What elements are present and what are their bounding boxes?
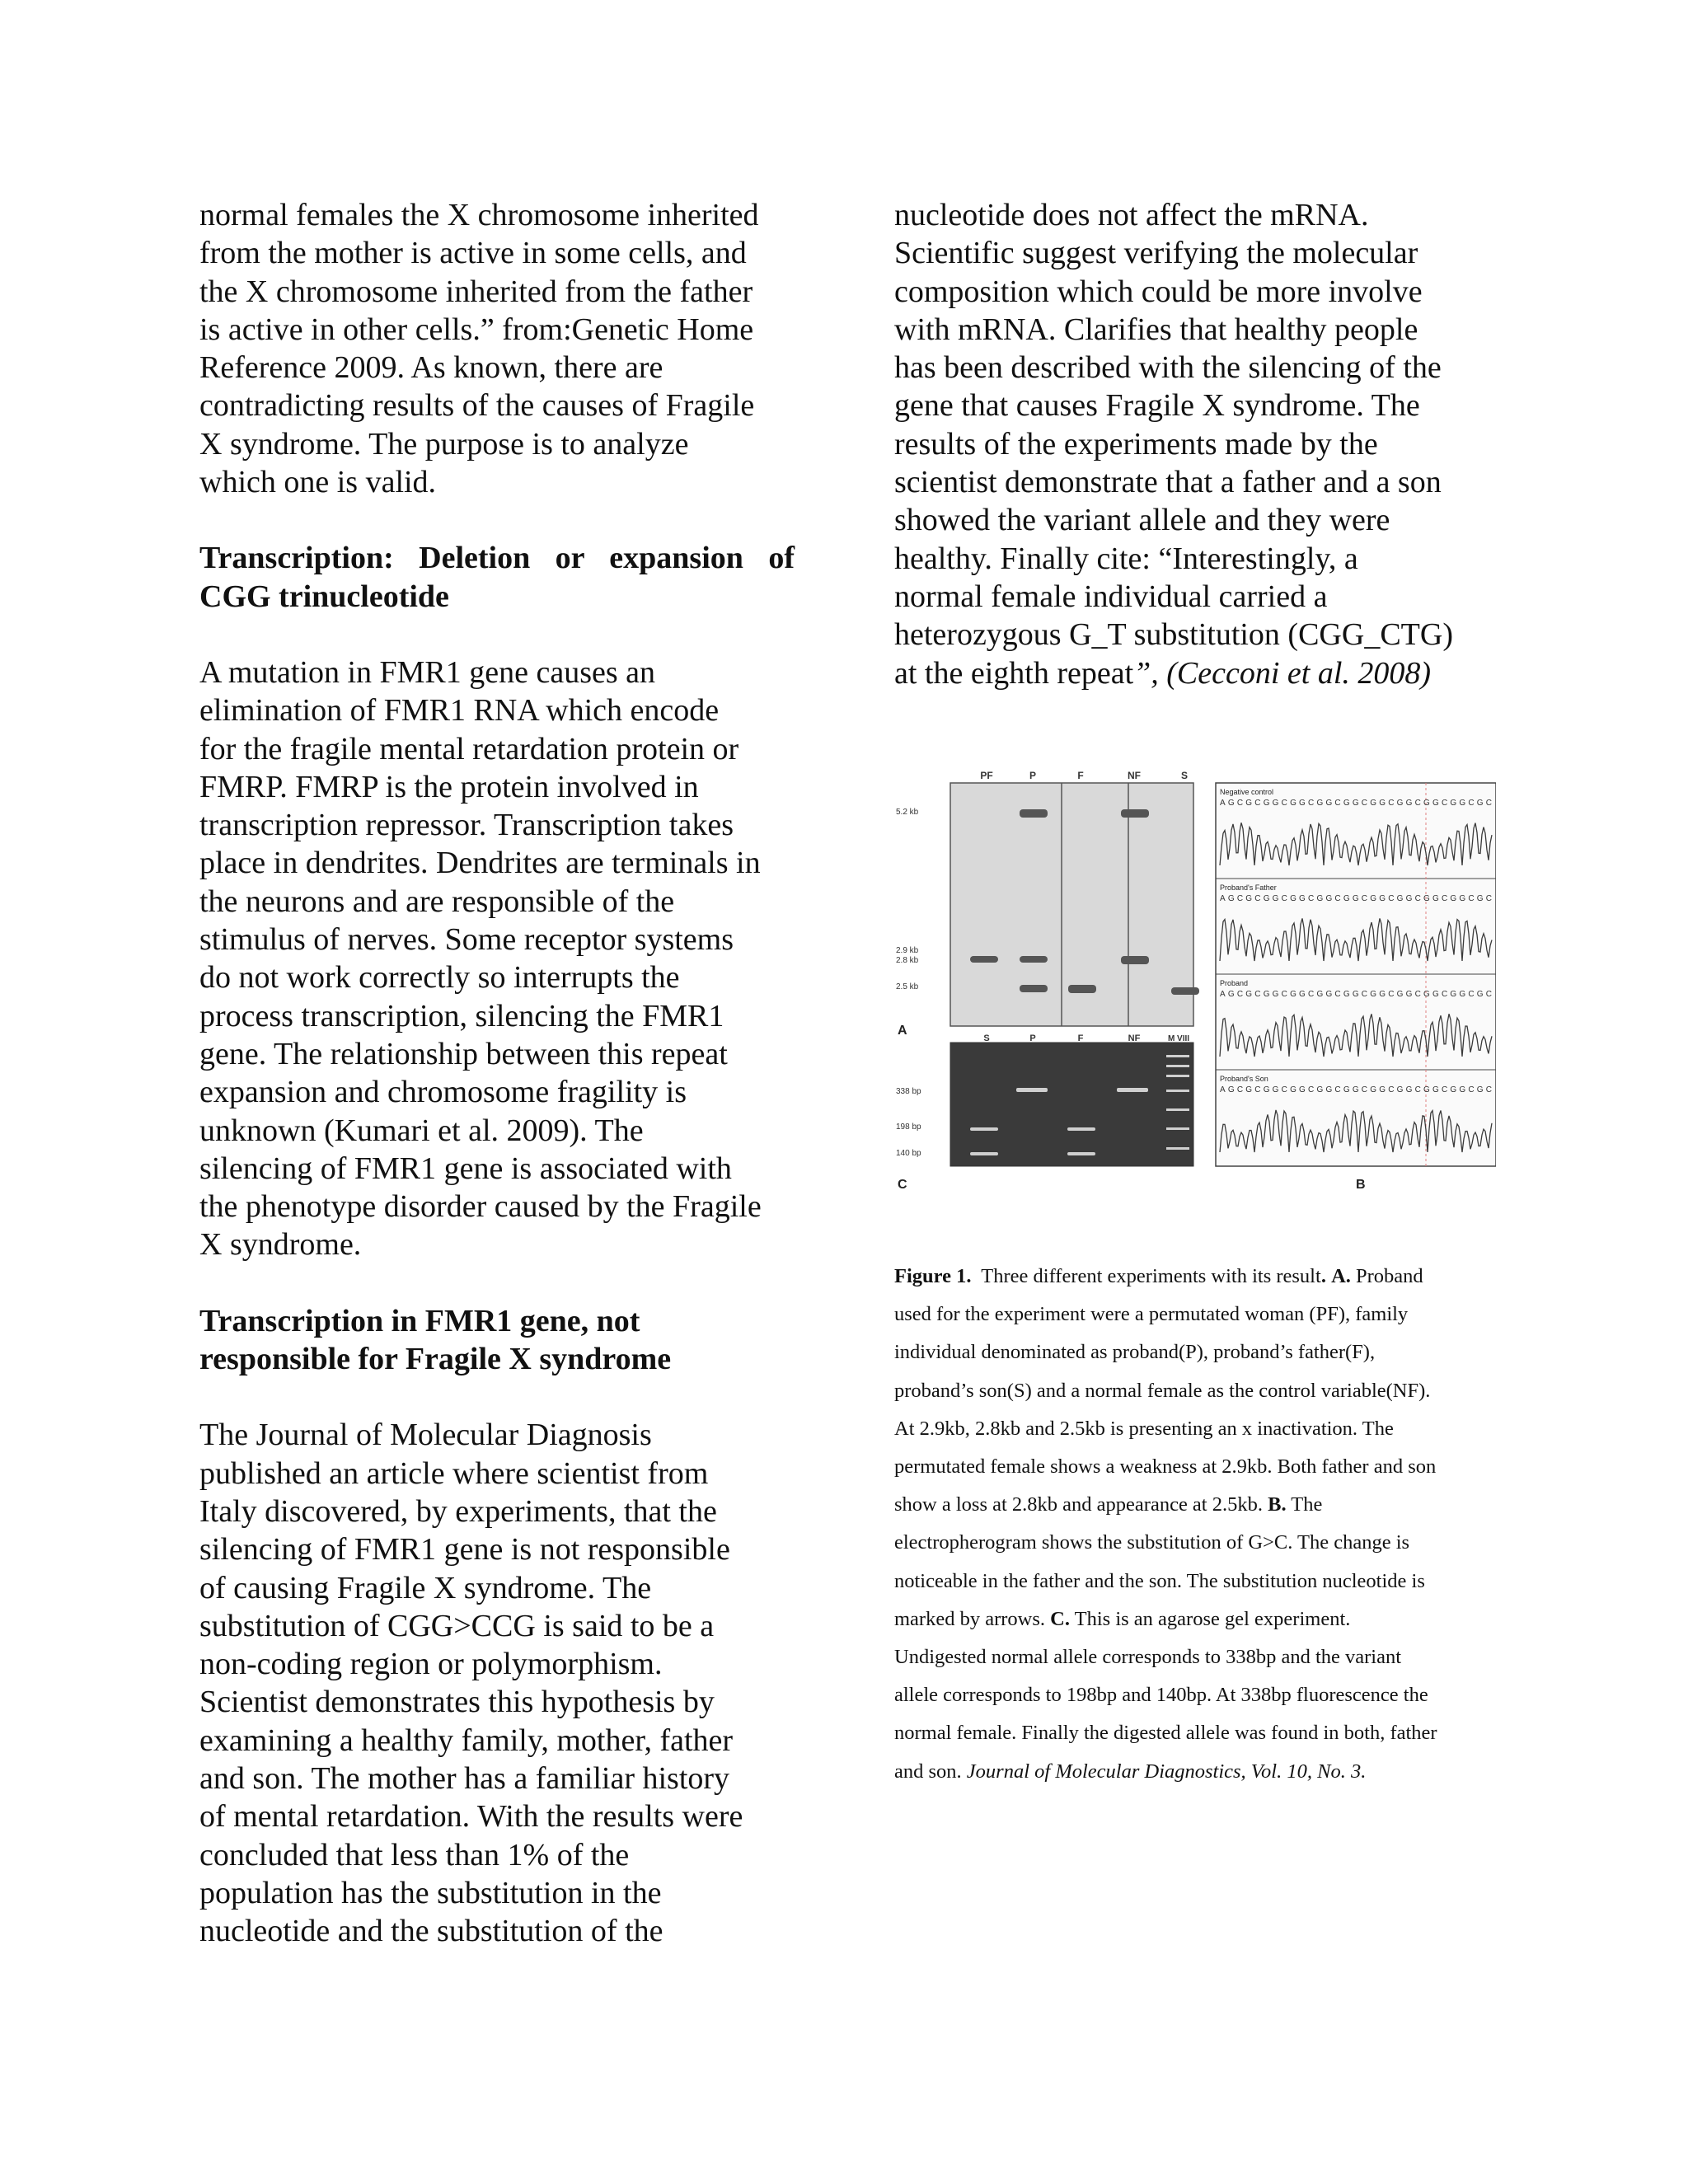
text-line: normal female individual carried a [894,579,1328,614]
track-label: Proband's Son [1220,1075,1268,1083]
text-line: healthy. Finally cite: “Interestingly, a [894,541,1358,576]
caption-line [894,1486,1504,1524]
caption-text: Three different experiments with its result [981,1265,1321,1287]
heading-line: Transcription in FMR1 gene, not [199,1303,640,1338]
caption-line: proband’s son(S) and a normal female as the control variable(NF). [894,1379,1431,1402]
text-line: showed the variant allele and they were [894,503,1390,538]
gel-a-size-marker: 5.2 kb [896,808,919,817]
text-line: of causing Fragile X syndrome. The [199,1570,652,1605]
ladder-band [1166,1108,1189,1111]
text-line: and son. The mother has a familiar history [199,1760,730,1796]
ladder-band [1166,1075,1189,1077]
text-line: do not work correctly so interrupts the [199,960,680,996]
text-line: expansion and chromosome fragility is [199,1075,687,1110]
gel-a-lane-label: PF [980,770,993,781]
text-line: silencing of FMR1 gene is associated with [199,1151,732,1186]
text-line: population has the substitution in the [199,1875,662,1910]
sequence-text: AGCGCGGCGGCGGCGGCGGCGGCGGCGGCGC [1220,990,1492,999]
text-line: is active in other cells.” from:Genetic Home [199,312,754,347]
gel-c-lane-label: P [1029,1033,1036,1043]
caption-journal: Journal of Molecular Diagnostics, Vol. 10, No. 3. [966,1760,1367,1783]
text-line: concluded that less than 1% of the [199,1837,630,1872]
figure-caption [894,1258,1504,1791]
gel-a-size-marker: 2.9 kb [896,946,919,955]
caption-text: This is an agarose gel experiment. [1074,1607,1351,1630]
text-line: scientist demonstrate that a father and a son [894,465,1442,500]
text-line: unknown (Kumari et al. 2009). The [199,1113,644,1148]
gel-a-lane-label: F [1077,770,1084,781]
text-line: transcription repressor. Transcription takes [199,808,734,843]
heading-line: CGG trinucleotide [199,579,449,614]
gel-band [1067,1127,1095,1131]
ladder-band [1166,1147,1189,1150]
track-label: Negative control [1220,788,1274,796]
text-line: elimination of FMR1 RNA which encode [199,693,720,729]
text-line: process transcription, silencing the FMR1 [199,998,724,1033]
gel-band [1068,985,1096,993]
figure-1 [894,766,1496,1198]
heading-line: responsible for Fragile X syndrome [199,1342,672,1377]
text-line: stimulus of nerves. Some receptor systems [199,922,734,958]
panel-label-c: C [898,1178,907,1192]
gel-band [1171,987,1199,995]
gel-band [970,1152,998,1155]
text-line: Italy discovered, by experiments, that the [199,1493,717,1529]
gel-c-lane-label: F [1077,1033,1084,1043]
caption-bold-a: A. [1331,1265,1351,1287]
right-column [894,196,1504,692]
intro-paragraph [199,196,809,501]
gel-c-lane-label: M VIII [1167,1034,1190,1043]
text-line: place in dendrites. Dendrites are terminals in [199,846,761,881]
caption-line: allele corresponds to 198bp and 140bp. At 338bp fluorescence the [894,1684,1428,1707]
heading-line: Transcription: Deletion or expansion of [199,541,795,576]
caption-line: permutated female shows a weakness at 2.9kb. Both father and son [894,1455,1437,1479]
gel-band [1117,1088,1148,1092]
figure-1-graphic [894,766,1496,1198]
text-line: nucleotide and the substitution of the [199,1914,663,1949]
text-line: has been described with the silencing of the [894,350,1442,386]
gel-a-lane-label: S [1180,770,1189,781]
caption-label: Figure 1. [894,1265,972,1287]
gel-c-panel [950,1043,1193,1166]
text-line: X syndrome. The purpose is to analyze [199,426,689,462]
gel-c-size-marker: 140 bp [896,1149,921,1158]
gel-a-size-marker: 2.5 kb [896,982,919,991]
gel-c-lane-label: S [983,1033,990,1043]
gel-band [1121,809,1149,818]
caption-line: noticeable in the father and the son. The substitution nucleotide is [894,1569,1425,1592]
text-line: nucleotide does not affect the mRNA. [894,198,1369,232]
text-line: gene that causes Fragile X syndrome. The [894,388,1420,424]
gel-a-lane-label: P [1029,770,1037,781]
section-heading-deletion-expansion [199,539,809,616]
gel-c-size-marker: 338 bp [896,1087,921,1096]
text-line: the phenotype disorder caused by the Fragile [199,1189,762,1225]
text-line: which one is valid. [199,465,437,500]
section-heading-not-responsible [199,1302,809,1379]
caption-line: electropherogram shows the substitution of G>C. The change is [894,1531,1410,1554]
last-line-plain: at the eighth repeat [894,655,1134,691]
text-line: A mutation in FMR1 gene causes an [199,654,656,690]
gel-band [1016,1088,1048,1092]
gel-band [1020,985,1048,992]
track-label: Proband's Father [1220,883,1277,892]
text-line: substitution of CGG>CCG is said to be a [199,1608,715,1643]
caption-text: The [1291,1493,1323,1516]
paragraph-journal-article [199,1416,809,1950]
sequence-text: AGCGCGGCGGCGGCGGCGGCGGCGGCGGCGC [1220,1085,1492,1094]
paragraph-fmr1-mutation [199,654,809,1264]
gel-a-size-marker: 2.8 kb [896,956,919,965]
caption-line: individual denominated as proband(P), proband’s father(F), [894,1341,1376,1364]
text-line: the X chromosome inherited from the father [199,274,753,309]
caption-line [894,1753,1504,1791]
text-line: X syndrome. [199,1227,362,1263]
paragraph-continuation [894,196,1504,692]
text-line: composition which could be more involve [894,274,1423,309]
text-line: with mRNA. Clarifies that healthy people [894,312,1418,347]
caption-line: Undigested normal allele corresponds to 338bp and the variant [894,1646,1402,1669]
gel-a-lane-label: NF [1128,770,1141,781]
text-line: The Journal of Molecular Diagnosis [199,1418,652,1453]
caption-line: used for the experiment were a permutated woman (PF), family [894,1303,1409,1326]
text-line: gene. The relationship between this repeat [199,1036,728,1071]
panel-label-a: A [898,1024,907,1038]
caption-line [894,1601,1504,1638]
text-line-last [894,654,1504,692]
text-line: results of the experiments made by the [894,426,1378,462]
text-line: Scientific suggest verifying the molecular [894,236,1418,271]
gel-band [970,1127,998,1131]
text-line: published an article where scientist from [199,1455,709,1491]
text-line: Reference 2009. As known, there are [199,350,663,386]
text-line: FMRP. FMRP is the protein involved in [199,769,699,804]
gel-band [970,956,998,963]
caption-bold-c: C. [1050,1607,1070,1630]
left-column [199,196,809,1950]
text-line: Scientist demonstrates this hypothesis by [199,1685,715,1720]
ladder-band [1166,1090,1189,1092]
sequence-text: AGCGCGGCGGCGGCGGCGGCGGCGGCGGCGC [1220,894,1492,903]
text-line: silencing of FMR1 gene is not responsible [199,1532,730,1568]
gel-band [1121,956,1149,964]
caption-text: Proband [1356,1265,1423,1287]
caption-text: show a loss at 2.8kb and appearance at 2.5kb. [894,1493,1263,1516]
text-line: for the fragile mental retardation protein or [199,731,739,766]
ladder-band [1166,1127,1189,1130]
sequence-text: AGCGCGGCGGCGGCGGCGGCGGCGGCGGCGC [1220,799,1492,808]
citation-italic: ”, (Cecconi et al. 2008) [1133,655,1432,691]
caption-line: Figure 1. Three different experiments with its result. A. Proband [894,1265,1423,1287]
caption-line: At 2.9kb, 2.8kb and 2.5kb is presenting an x inactivation. The [894,1417,1394,1440]
caption-line: normal female. Finally the digested allele was found in both, father [894,1722,1437,1745]
text-line: examining a healthy family, mother, father [199,1722,734,1758]
gel-c-lane-label: NF [1128,1033,1141,1043]
text-line: of mental retardation. With the results were [199,1799,743,1835]
ladder-band [1166,1065,1189,1067]
ladder-band [1166,1055,1189,1057]
text-line: contradicting results of the causes of Fragile [199,388,755,424]
caption-text: and son. [894,1760,962,1783]
track-label: Proband [1220,979,1249,987]
text-line: heterozygous G_T substitution (CGG_CTG) [894,617,1453,653]
caption-text: marked by arrows. [894,1607,1046,1630]
text-line: from the mother is active in some cells, and [199,236,747,271]
text-line: the neurons and are responsible of the [199,883,675,919]
gel-band [1020,809,1048,818]
gel-band [1020,956,1048,963]
caption-bold-b: B. [1268,1493,1287,1516]
text-line: normal females the X chromosome inherited [199,198,759,232]
gel-band [1067,1152,1095,1155]
text-line: non-coding region or polymorphism. [199,1647,663,1682]
gel-c-size-marker: 198 bp [896,1122,921,1132]
panel-label-b: B [1356,1178,1366,1192]
